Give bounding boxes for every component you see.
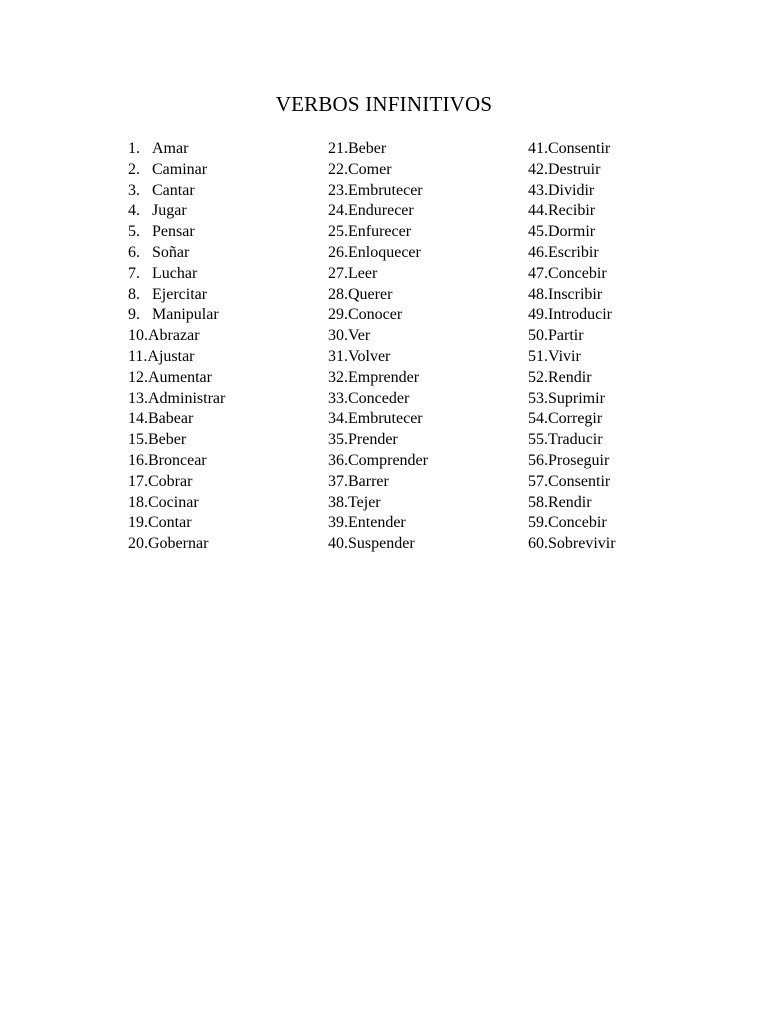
verb-list-item: [128, 243, 225, 264]
verb-number: 41.: [528, 140, 548, 157]
verb-number: 28.: [328, 285, 348, 303]
verb-text: Escribir: [548, 243, 599, 261]
verb-number: 19.: [128, 514, 148, 532]
verb-text: Concebir: [548, 264, 607, 282]
verb-text: Barrer: [348, 472, 389, 490]
verb-text: Rendir: [548, 368, 592, 386]
verb-number: 49.: [528, 306, 548, 324]
verb-list-item: [128, 347, 225, 368]
verb-list-item: [528, 534, 616, 555]
verb-list-item: [528, 264, 616, 285]
verb-number: 44.: [528, 202, 548, 220]
verb-list-item: [528, 222, 616, 243]
verb-list-item: [128, 534, 225, 555]
verb-number: 21.: [328, 140, 348, 157]
verb-list-item: [328, 493, 428, 514]
verb-number: 27.: [328, 264, 348, 282]
verb-list-item: [128, 513, 225, 534]
verb-list-item: [528, 285, 616, 306]
verb-text: Introducir: [548, 306, 612, 324]
verb-text: Sobrevivir: [548, 535, 616, 553]
verb-number: 56.: [528, 451, 548, 469]
verb-text: Aumentar: [148, 368, 212, 386]
verb-list-item: [528, 305, 616, 326]
verb-list-item: [528, 326, 616, 347]
verb-text: Enloquecer: [348, 243, 421, 261]
verb-text: Suspender: [348, 535, 415, 553]
verb-text: Conceder: [348, 389, 410, 407]
verb-number: 35.: [328, 431, 348, 449]
verb-number: 32.: [328, 368, 348, 386]
verb-list-item: [328, 160, 428, 181]
verb-text: Cocinar: [148, 493, 199, 511]
verb-number: 20.: [128, 535, 148, 553]
verb-text: Prender: [348, 431, 398, 449]
verb-column-1: [128, 139, 225, 555]
verb-list-item: [128, 472, 225, 493]
verb-text: Dormir: [548, 223, 596, 241]
verb-list-item: [128, 222, 225, 243]
verb-number: 58.: [528, 493, 548, 511]
verb-text: Corregir: [548, 410, 603, 428]
verb-list-item: [528, 139, 616, 160]
verb-number: 48.: [528, 285, 548, 303]
verb-column-2: [328, 139, 428, 555]
verb-text: Tejer: [348, 493, 381, 511]
verb-text: Ajustar: [147, 347, 195, 365]
verb-list-item: [528, 409, 616, 430]
verb-text: Ver: [348, 327, 371, 345]
verb-text: Enfurecer: [348, 223, 412, 241]
verb-number: 30.: [328, 327, 348, 345]
verb-number: 10.: [128, 327, 148, 345]
verb-number: 18.: [128, 493, 148, 511]
verb-number: 23.: [328, 181, 348, 199]
verb-list-item: [328, 305, 428, 326]
verb-list-item: [128, 160, 225, 181]
verb-text: Dividir: [548, 181, 595, 199]
verb-number: 16.: [128, 451, 148, 469]
verb-number: 8.: [128, 285, 140, 303]
verb-text: Ejercitar: [152, 285, 208, 303]
verb-number: 39.: [328, 514, 348, 532]
verb-text: Conocer: [348, 306, 403, 324]
verb-list-item: [128, 389, 225, 410]
verb-list-item: [528, 201, 616, 222]
verb-text: Manipular: [152, 306, 219, 324]
verb-number: 43.: [528, 181, 548, 199]
verb-number: 26.: [328, 243, 348, 261]
verb-list-item: [528, 347, 616, 368]
verb-list-item: [528, 493, 616, 514]
verb-number: 14.: [128, 410, 148, 428]
verb-number: 54.: [528, 410, 548, 428]
verb-list-item: [328, 243, 428, 264]
verb-text: Proseguir: [548, 451, 610, 469]
verb-text: Consentir: [548, 472, 611, 490]
verb-list-item: [528, 181, 616, 202]
verb-list-item: [328, 347, 428, 368]
verb-list-item: [528, 451, 616, 472]
verb-text: Soñar: [152, 243, 190, 261]
verb-text: Luchar: [152, 264, 198, 282]
verb-list-item: [328, 368, 428, 389]
verb-list-item: [128, 285, 225, 306]
verb-number: 59.: [528, 514, 548, 532]
verb-list-item: [328, 389, 428, 410]
verb-number: 12.: [128, 368, 148, 386]
verb-list-item: [128, 264, 225, 285]
document-title: VERBOS INFINITIVOS: [275, 92, 493, 116]
verb-number: 46.: [528, 243, 548, 261]
verb-list-item: [328, 326, 428, 347]
verb-list-item: [128, 201, 225, 222]
verb-column-3: [528, 139, 616, 555]
verb-text: Partir: [548, 327, 584, 345]
verb-text: Abrazar: [148, 327, 200, 345]
verb-number: 47.: [528, 264, 548, 282]
verb-number: 2.: [128, 160, 140, 178]
verb-list-item: [528, 513, 616, 534]
verb-text: Babear: [148, 410, 194, 428]
verb-list-item: [128, 326, 225, 347]
verb-list-item: [528, 389, 616, 410]
verb-list-item: [328, 201, 428, 222]
verb-number: 4.: [128, 202, 140, 220]
verb-number: 38.: [328, 493, 348, 511]
verb-number: 55.: [528, 431, 548, 449]
verb-list-item: [528, 368, 616, 389]
verb-text: Beber: [148, 431, 187, 449]
verb-text: Gobernar: [148, 535, 209, 553]
verb-text: Destruir: [548, 160, 601, 178]
verb-list-item: [528, 472, 616, 493]
verb-number: 25.: [328, 223, 348, 241]
verb-text: Leer: [348, 264, 378, 282]
verb-text: Beber: [348, 140, 387, 157]
verb-number: 36.: [328, 451, 348, 469]
verb-list-item: [128, 305, 225, 326]
verb-text: Comer: [348, 160, 392, 178]
verb-number: 53.: [528, 389, 548, 407]
verb-list-item: [328, 409, 428, 430]
verb-list-item: [128, 493, 225, 514]
verb-number: 5.: [128, 223, 140, 241]
verb-number: 42.: [528, 160, 548, 178]
verb-list-item: [328, 181, 428, 202]
verb-number: 15.: [128, 431, 148, 449]
verb-text: Comprender: [348, 451, 428, 469]
verb-number: 37.: [328, 472, 348, 490]
verb-list-item: [328, 513, 428, 534]
verb-number: 1.: [128, 140, 140, 157]
verb-list-item: [528, 243, 616, 264]
verb-number: 50.: [528, 327, 548, 345]
verb-list-item: [128, 139, 225, 160]
verb-text: Broncear: [148, 451, 207, 469]
verb-text: Querer: [348, 285, 393, 303]
verb-list-item: [528, 160, 616, 181]
verb-text: Emprender: [348, 368, 420, 386]
verb-number: 31.: [328, 347, 348, 365]
verb-text: Endurecer: [348, 202, 414, 220]
verb-text: Rendir: [548, 493, 592, 511]
verb-number: 3.: [128, 181, 140, 199]
verb-text: Suprimir: [548, 389, 605, 407]
verb-number: 24.: [328, 202, 348, 220]
verb-list-item: [328, 139, 428, 160]
verb-text: Inscribir: [548, 285, 603, 303]
verb-number: 57.: [528, 472, 548, 490]
verb-number: 60.: [528, 535, 548, 553]
verb-number: 7.: [128, 264, 140, 282]
verb-list-item: [528, 430, 616, 451]
verb-list-item: [328, 430, 428, 451]
verb-text: Vivir: [548, 347, 581, 365]
verb-text: Recibir: [548, 202, 596, 220]
verb-list-item: [328, 285, 428, 306]
verb-number: 51.: [528, 347, 548, 365]
verb-text: Administrar: [148, 389, 226, 407]
verb-list-item: [328, 222, 428, 243]
verb-number: 29.: [328, 306, 348, 324]
verb-number: 45.: [528, 223, 548, 241]
verb-list-item: [128, 430, 225, 451]
verb-number: 40.: [328, 535, 348, 553]
verb-text: Volver: [348, 347, 391, 365]
verb-number: 34.: [328, 410, 348, 428]
verb-text: Embrutecer: [348, 410, 423, 428]
verb-text: Contar: [148, 514, 192, 532]
verb-list-item: [128, 409, 225, 430]
verb-number: 9.: [128, 306, 140, 324]
verb-text: Jugar: [152, 202, 187, 220]
verb-list-item: [328, 472, 428, 493]
verb-list-item: [128, 451, 225, 472]
verb-text: Pensar: [152, 223, 195, 241]
verb-text: Consentir: [548, 140, 611, 157]
verb-text: Concebir: [548, 514, 607, 532]
verb-number: 17.: [128, 472, 148, 490]
verb-text: Cantar: [152, 181, 195, 199]
verb-list-item: [328, 534, 428, 555]
verb-list-item: [328, 264, 428, 285]
verb-text: Embrutecer: [348, 181, 423, 199]
verb-list-item: [128, 181, 225, 202]
verb-number: 33.: [328, 389, 348, 407]
verb-number: 11.: [128, 347, 148, 365]
verb-text: Amar: [152, 140, 189, 157]
verb-number: 22.: [328, 160, 348, 178]
verb-list-item: [128, 368, 225, 389]
verb-list-item: [328, 451, 428, 472]
verb-number: 52.: [528, 368, 548, 386]
verb-number: 6.: [128, 243, 140, 261]
verb-text: Caminar: [152, 160, 208, 178]
verb-number: 13.: [128, 389, 148, 407]
verb-text: Cobrar: [148, 472, 193, 490]
verb-text: Entender: [348, 514, 406, 532]
verb-text: Traducir: [548, 431, 603, 449]
